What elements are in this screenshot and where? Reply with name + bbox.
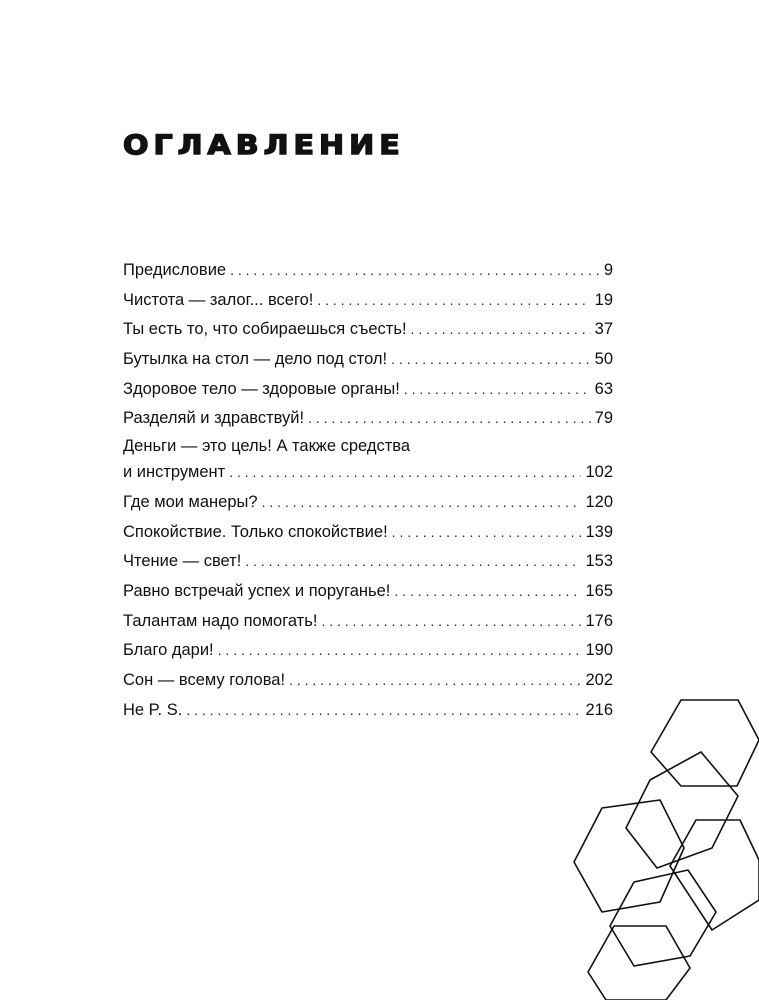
page-title: ОГЛАВЛЕНИЕ (123, 129, 405, 162)
toc-entry-title: Чистота — залог... всего! (123, 290, 314, 309)
dot-leader (289, 666, 581, 696)
toc-entry-title: Бутылка на стол — дело под стол! (123, 350, 388, 369)
toc-entry-page: 139 (585, 522, 613, 541)
toc-entry-page: 50 (594, 350, 613, 369)
toc-entry-page: 153 (585, 552, 613, 571)
toc-entry-title: Деньги — это цель! А также средства (123, 437, 411, 456)
toc-entry-title: Благо дари! (123, 641, 214, 660)
toc-entry[interactable] (123, 607, 613, 637)
toc-entry-title: Предисловие (123, 261, 227, 279)
dot-leader (404, 375, 591, 405)
toc-entry[interactable] (123, 256, 613, 286)
toc-entry[interactable] (123, 636, 613, 666)
toc-entry[interactable] (123, 666, 613, 696)
toc-entry-title: Равно встречай успех и поруганье! (123, 581, 391, 600)
toc-entry-title: Талантам надо помогать! (123, 611, 318, 630)
hexagon-shape (651, 700, 759, 786)
toc-entry-title: Где мои манеры? (123, 492, 258, 511)
toc-entry[interactable] (123, 375, 613, 405)
toc-entry-title: Ты есть то, что собираешься съесть! (123, 320, 407, 339)
dot-leader (394, 577, 581, 607)
toc-entry-title: Здоровое тело — здоровые органы! (123, 379, 400, 398)
hexagon-shape (588, 926, 690, 1000)
toc-entry[interactable] (123, 345, 613, 375)
table-of-contents (123, 256, 613, 725)
toc-entry-page: 190 (585, 641, 613, 660)
toc-entry-page: 9 (603, 261, 613, 279)
dot-leader (218, 636, 582, 666)
toc-entry[interactable] (123, 547, 613, 577)
toc-entry[interactable] (123, 577, 613, 607)
dot-leader (391, 345, 590, 375)
toc-entry-page: 202 (585, 670, 613, 689)
hexagon-shape (610, 870, 716, 966)
hexagon-shape (574, 800, 684, 912)
toc-entry-page: 19 (594, 290, 613, 309)
toc-entry-page: 120 (585, 492, 613, 511)
dot-leader (317, 286, 590, 316)
dot-leader (230, 256, 600, 286)
toc-entry[interactable] (123, 315, 613, 345)
toc-entry-title: Не P. S. (123, 700, 183, 719)
toc-entry-title-continued: и инструмент (123, 463, 226, 482)
dot-leader (186, 696, 581, 726)
toc-entry-title: Спокойствие. Только спокойствие! (123, 522, 388, 541)
hexagon-cluster-icon (560, 690, 759, 1000)
toc-entry-page: 165 (585, 581, 613, 600)
toc-entry-title: Разделяй и здравствуй! (123, 409, 305, 428)
toc-entry[interactable] (123, 518, 613, 548)
dot-leader (308, 404, 591, 434)
toc-entry-page: 216 (585, 700, 613, 719)
toc-entry-page: 37 (594, 320, 613, 339)
toc-entry[interactable] (123, 696, 613, 726)
dot-leader (245, 547, 581, 577)
toc-entry[interactable] (123, 488, 613, 518)
toc-entry[interactable] (123, 404, 613, 434)
toc-entry-page: 102 (585, 463, 613, 482)
toc-entry-title: Чтение — свет! (123, 552, 242, 571)
dot-leader (411, 315, 591, 345)
toc-entry[interactable] (123, 434, 613, 488)
dot-leader (321, 607, 581, 637)
dot-leader (229, 458, 581, 488)
toc-entry-page: 63 (594, 379, 613, 398)
dot-leader (392, 518, 582, 548)
toc-entry-page: 79 (594, 409, 613, 428)
dot-leader (262, 488, 582, 518)
toc-entry-title: Сон — всему голова! (123, 670, 286, 689)
toc-entry[interactable] (123, 286, 613, 316)
toc-entry-page: 176 (585, 611, 613, 630)
